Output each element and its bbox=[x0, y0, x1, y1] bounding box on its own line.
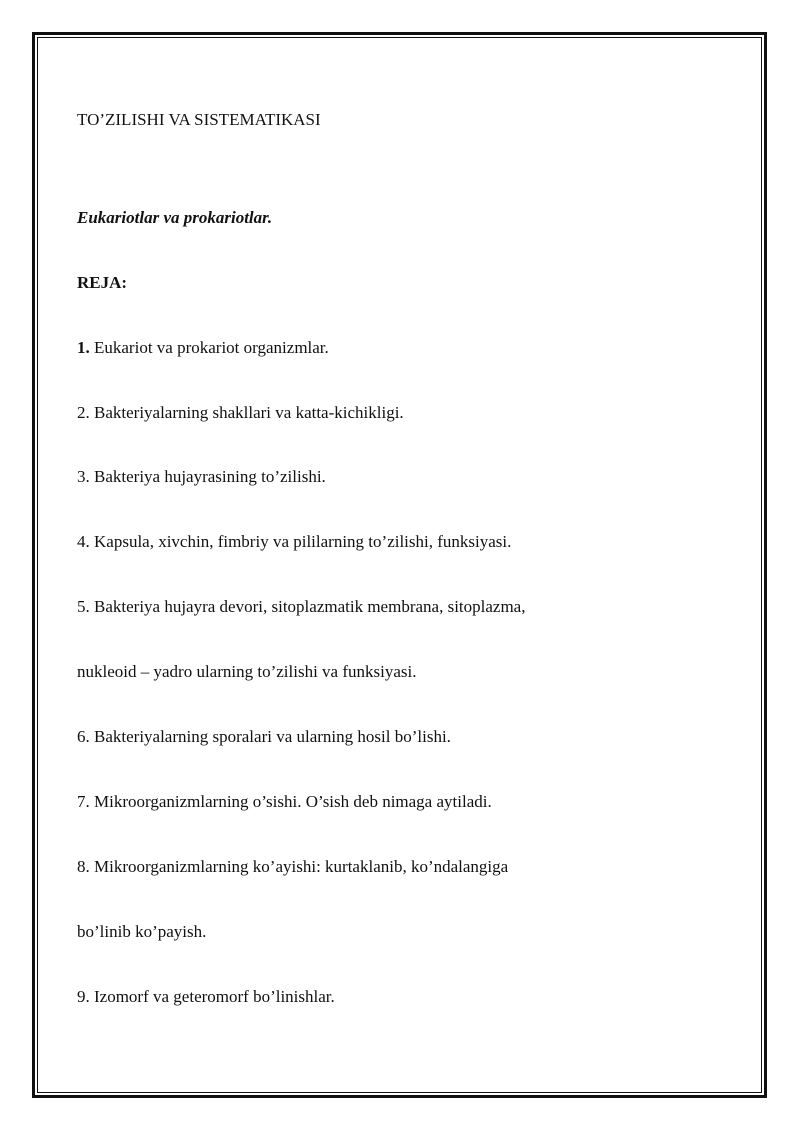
plan-item-9: 9. Izomorf va geteromorf bo’linishlar. bbox=[77, 987, 335, 1006]
plan-item-7: 7. Mikroorganizmlarning o’sishi. O’sish deb nimaga aytiladi. bbox=[77, 792, 492, 811]
plan-item-text: Eukariot va prokariot organizmlar. bbox=[89, 338, 329, 357]
plan-item-5: 5. Bakteriya hujayra devori, sitoplazmatik membrana, sitoplazma, bbox=[77, 597, 526, 616]
plan-item-6: 6. Bakteriyalarning sporalari va ularning hosil bo’lishi. bbox=[77, 727, 451, 746]
plan-item-5-continued: nukleoid – yadro ularning to’zilishi va funksiyasi. bbox=[77, 662, 417, 681]
plan-item-8: 8. Mikroorganizmlarning ko’ayishi: kurtaklanib, ko’ndalangiga bbox=[77, 857, 509, 876]
plan-item-4: 4. Kapsula, xivchin, fimbriy va pililarning to’zilishi, funksiyasi. bbox=[77, 532, 512, 551]
document-heading: TO’ZILISHI VA SISTEMATIKASI bbox=[77, 110, 321, 129]
document-subtitle: Eukariotlar va prokariotlar. bbox=[77, 208, 273, 227]
plan-item-number: 1. bbox=[77, 338, 90, 357]
plan-item-2: 2. Bakteriyalarning shakllari va katta-kichikligi. bbox=[77, 403, 404, 422]
plan-label: REJA: bbox=[77, 273, 128, 292]
plan-item-1 bbox=[77, 338, 329, 358]
plan-item-3: 3. Bakteriya hujayrasining to’zilishi. bbox=[77, 467, 326, 486]
plan-item-8-continued: bo’linib ko’payish. bbox=[77, 922, 207, 941]
